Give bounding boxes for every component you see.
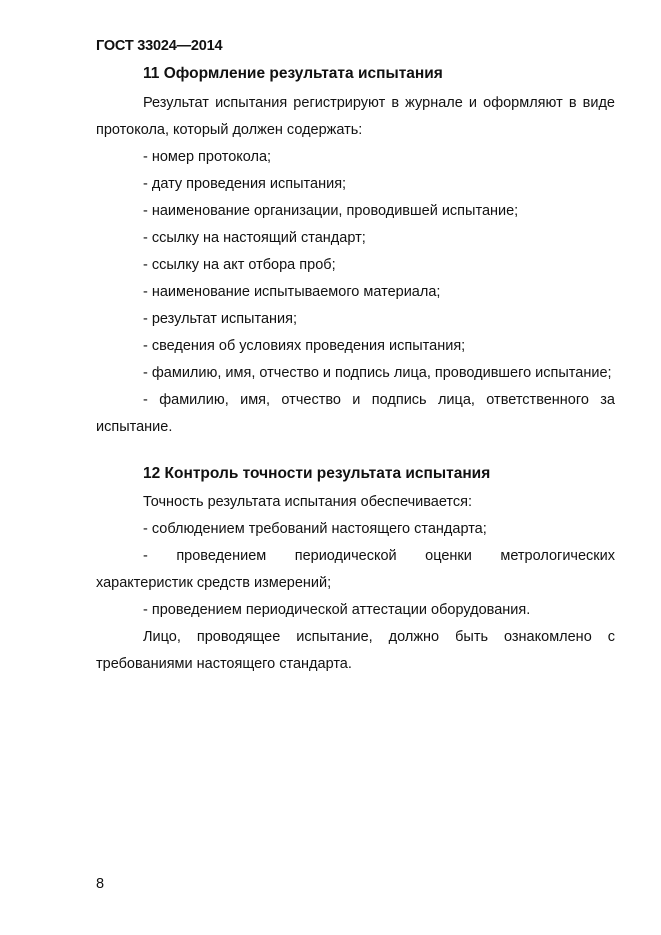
list-item: - результат испытания; — [143, 311, 298, 327]
list-item: - соблюдением требований настоящего стандарта; — [143, 521, 487, 537]
list-item: - проведением периодической аттестации оборудования. — [143, 602, 531, 618]
section-11-title: 11 Оформление результата испытания — [143, 65, 443, 82]
document-code: ГОСТ 33024—2014 — [96, 38, 223, 54]
list-item: - номер протокола; — [143, 149, 272, 165]
list-item: - фамилию, имя, отчество и подпись лица, проводившего испытание; — [143, 365, 612, 381]
list-item: - проведением периодической оценки метрологических характеристик средств измерений; — [96, 548, 615, 591]
list-item: - сведения об условиях проведения испытания; — [143, 338, 466, 354]
page-content — [96, 63, 615, 678]
section-11-intro: Результат испытания регистрируют в журнале и оформляют в виде протокола, который должен содержать: — [96, 95, 615, 138]
page-number: 8 — [96, 876, 105, 892]
list-item: - дату проведения испытания; — [143, 176, 347, 192]
section-12-closing: Лицо, проводящее испытание, должно быть ознакомлено с требованиями настоящего стандарта. — [96, 629, 615, 672]
section-12-title: 12 Контроль точности результата испытания — [143, 465, 491, 482]
list-item: - ссылку на настоящий стандарт; — [143, 230, 366, 246]
list-item: - фамилию, имя, отчество и подпись лица, ответственного за испытание. — [96, 392, 615, 435]
list-item: - ссылку на акт отбора проб; — [143, 257, 336, 273]
section-12-intro: Точность результата испытания обеспечивается: — [143, 494, 473, 510]
list-item: - наименование организации, проводившей испытание; — [143, 203, 519, 219]
list-item: - наименование испытываемого материала; — [143, 284, 441, 300]
